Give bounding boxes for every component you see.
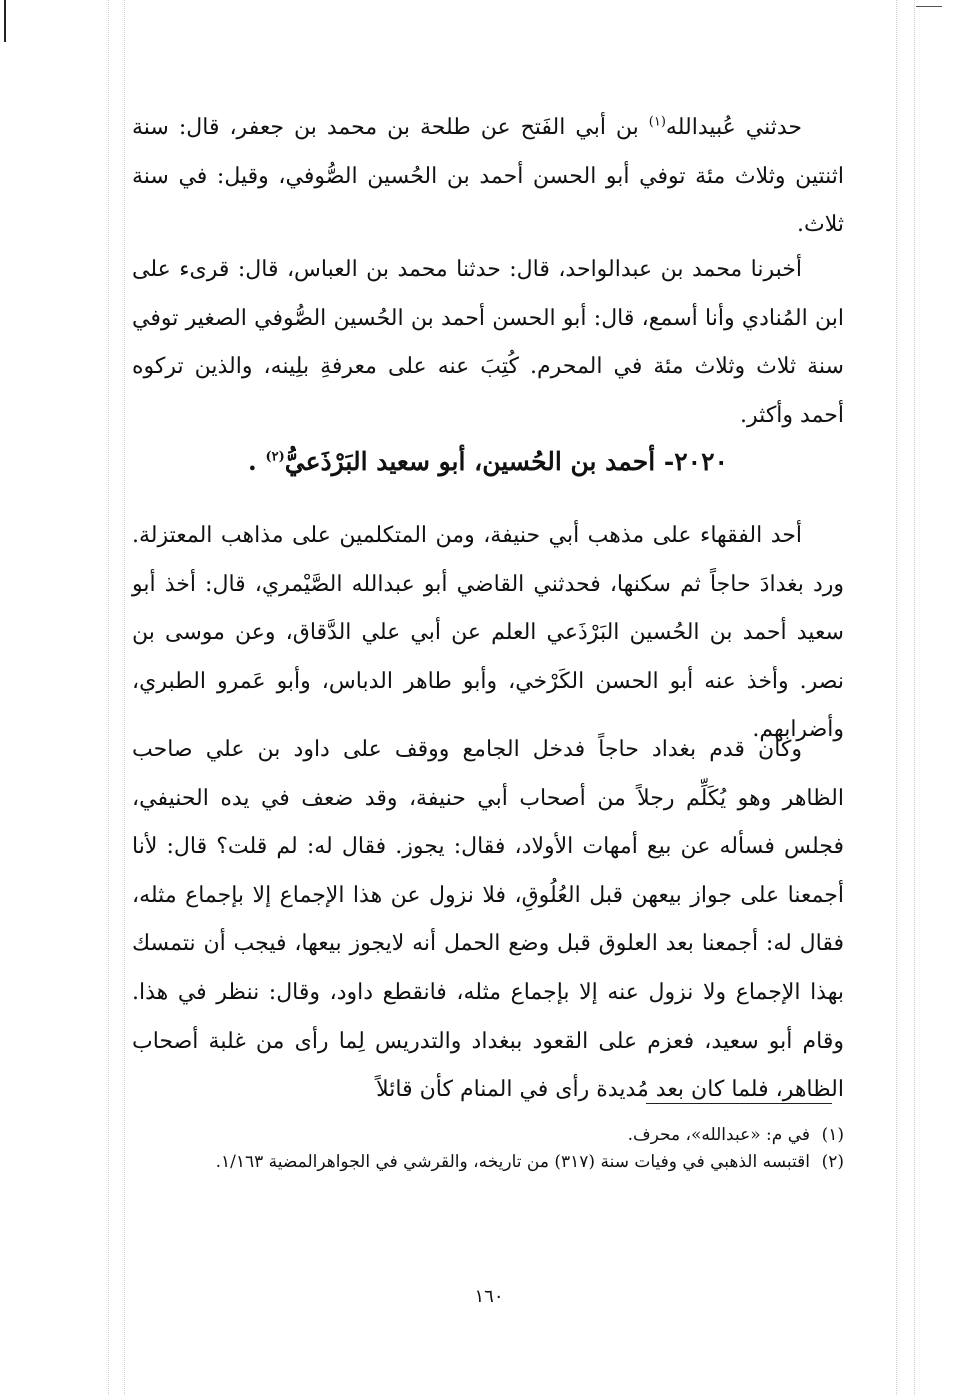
entry-number: ٢٠٢٠ xyxy=(674,447,728,476)
scan-corner-mark xyxy=(916,6,942,7)
paragraph-4 xyxy=(132,726,844,1115)
scan-edge-mark xyxy=(4,0,6,42)
paragraph-1 xyxy=(132,104,844,250)
footnote-text: اقتبسه الذهبي في وفيات سنة (٣١٧) من تاريخه، والقرشي في الجواهرالمضية ١/١٦٣. xyxy=(215,1152,810,1172)
footnotes xyxy=(122,1122,844,1176)
footnote-divider xyxy=(646,1103,832,1104)
paragraph-4-text: وكان قدم بغداد حاجاً فدخل الجامع ووقف على داود بن علي صاحب الظاهر وهو يُكَلِّم رجلاً من أصحاب أبي حنيفة، وقد ضعف في يده الحنيفي، فجلس فسأله عن بيع أمهات الأولاد، فقال: يجوز. فقال له: لم قلت؟ قال: لأنا أجمعنا على جواز بيعهن قبل العُلُوقِ، فلا نزول عن هذا الإجماع إلا بإجماع مثله، فقال له: أجمعنا بعد العلوق قبل وضع الحمل أنه لايجوز بيعها، فيجب أن نتمسك بهذا الإجماع ولا نزول عنه إلا بإجماع مثله، فانقطع داود، وقال: ننظر في هذا. وقام أبو سعيد، فعزم على القعود ببغداد والتدريس لِما رأى من غلبة أصحاب الظاهر، فلما كان بعد مُديدة رأى في المنام كأن قائلاً xyxy=(132,737,844,1103)
footnote-text: في م: «عبدالله»، محرف. xyxy=(627,1125,810,1145)
paragraph-2 xyxy=(132,246,844,440)
footnote-number: (٢) xyxy=(821,1152,844,1172)
page-number: ١٦٠ xyxy=(474,1286,504,1307)
scan-guide-line xyxy=(896,0,897,1395)
paragraph-3-text: أحد الفقهاء على مذهب أبي حنيفة، ومن المتكلمين على مذاهب المعتزلة. ورد بغدادَ حاجاً ثم سكنها، فحدثني القاضي أبو عبدالله الصَّيْمري، قال: أخذ أبو سعيد أحمد بن الحُسين البَرْذَعي العلم عن أبي علي الدَّقاق، وعن موسى بن نصر. وأخذ عنه أبو الحسن الكَرْخي، وأبو طاهر الدباس، وأبو عَمرو الطبري، وأضرابهم. xyxy=(132,523,844,743)
footnote-2 xyxy=(122,1149,844,1176)
scan-guide-line xyxy=(914,0,915,1395)
scan-guide-line xyxy=(108,0,109,1395)
paragraph-1-body: بن أبي الفَتح عن طلحة بن محمد بن جعفر، قال: سنة اثنتين وثلاث مئة توفي أبو الحسن أحمد بن الحُسين الصُّوفي، وقيل: في سنة ثلاث. xyxy=(132,115,844,238)
paragraph-3 xyxy=(132,512,844,755)
paragraph-1-lead: حدثني عُبيدالله xyxy=(665,115,802,140)
paragraph-2-text: أخبرنا محمد بن عبدالواحد، قال: حدثنا محمد بن العباس، قال: قرىء على ابن المُنادي وأنا أسمع، قال: أبو الحسن أحمد بن الحُسين الصُّوفي الصغير توفي سنة ثلاث وثلاث مئة في المحرم. كُتِبَ عنه على معرفةِ بلِينه، والذين تركوه أحمد وأكثر. xyxy=(132,257,844,428)
entry-title: أحمد بن الحُسين، أبو سعيد البَرْذَعيُّ xyxy=(284,447,656,476)
footnote-number: (١) xyxy=(821,1125,844,1145)
footnote-ref-1: (١) xyxy=(648,114,666,130)
entry-heading xyxy=(132,438,844,486)
footnote-1 xyxy=(122,1122,844,1149)
entry-separator: - xyxy=(655,447,675,476)
scan-guide-line xyxy=(124,0,125,1395)
footnote-ref-2: (٢) xyxy=(265,449,285,465)
entry-end: . xyxy=(248,447,266,476)
